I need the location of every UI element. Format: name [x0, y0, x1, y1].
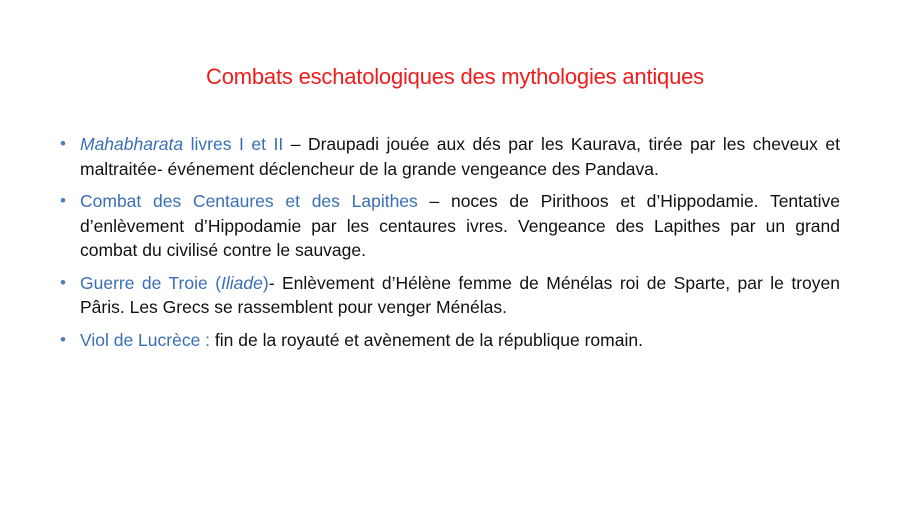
bullet-body: fin de la royauté et avènement de la république romain. — [210, 329, 643, 350]
bullet-item-mahabharata — [60, 132, 840, 181]
bullet-list — [60, 132, 840, 360]
bullet-body: – noces de Pirithoos et d’Hippodamie. Tentative d’enlèvement d’Hippodamie par les centaures ivres. Vengeance des Lapithes par un grand combat du civilisé contre le sauvage. — [80, 191, 840, 260]
bullet-item-centaures — [60, 189, 840, 263]
bullet-icon: • — [60, 272, 66, 292]
bullet-body: - Enlèvement d’Hélène femme de Ménélas roi de Sparte, par le troyen Pâris. Les Grecs se rassemblent pour venger Ménélas. — [80, 272, 840, 317]
bullet-body: – Draupadi jouée aux dés par les Kaurava, tirée par les cheveux et maltraitée- événement déclencheur de la grande vengeance des Pandava. — [80, 134, 840, 179]
bullet-title-pre: Guerre de Troie ( — [80, 272, 222, 293]
bullet-title: livres I et II — [183, 134, 284, 154]
bullet-title: Viol de Lucrèce : — [80, 329, 211, 350]
bullet-title-post: ) — [262, 272, 269, 293]
bullet-icon: • — [60, 191, 66, 210]
bullet-item-lucrece — [60, 328, 840, 353]
bullet-item-troie — [60, 271, 840, 320]
bullet-icon: • — [60, 329, 66, 349]
bullet-icon: • — [60, 134, 66, 153]
bullet-title-italic: Mahabharata — [80, 134, 184, 154]
bullet-title-italic: Iliade — [221, 272, 263, 293]
bullet-title: Combat des Centaures et des Lapithes — [80, 191, 418, 211]
slide-title: Combats eschatologiques des mythologies antiques — [206, 64, 704, 89]
